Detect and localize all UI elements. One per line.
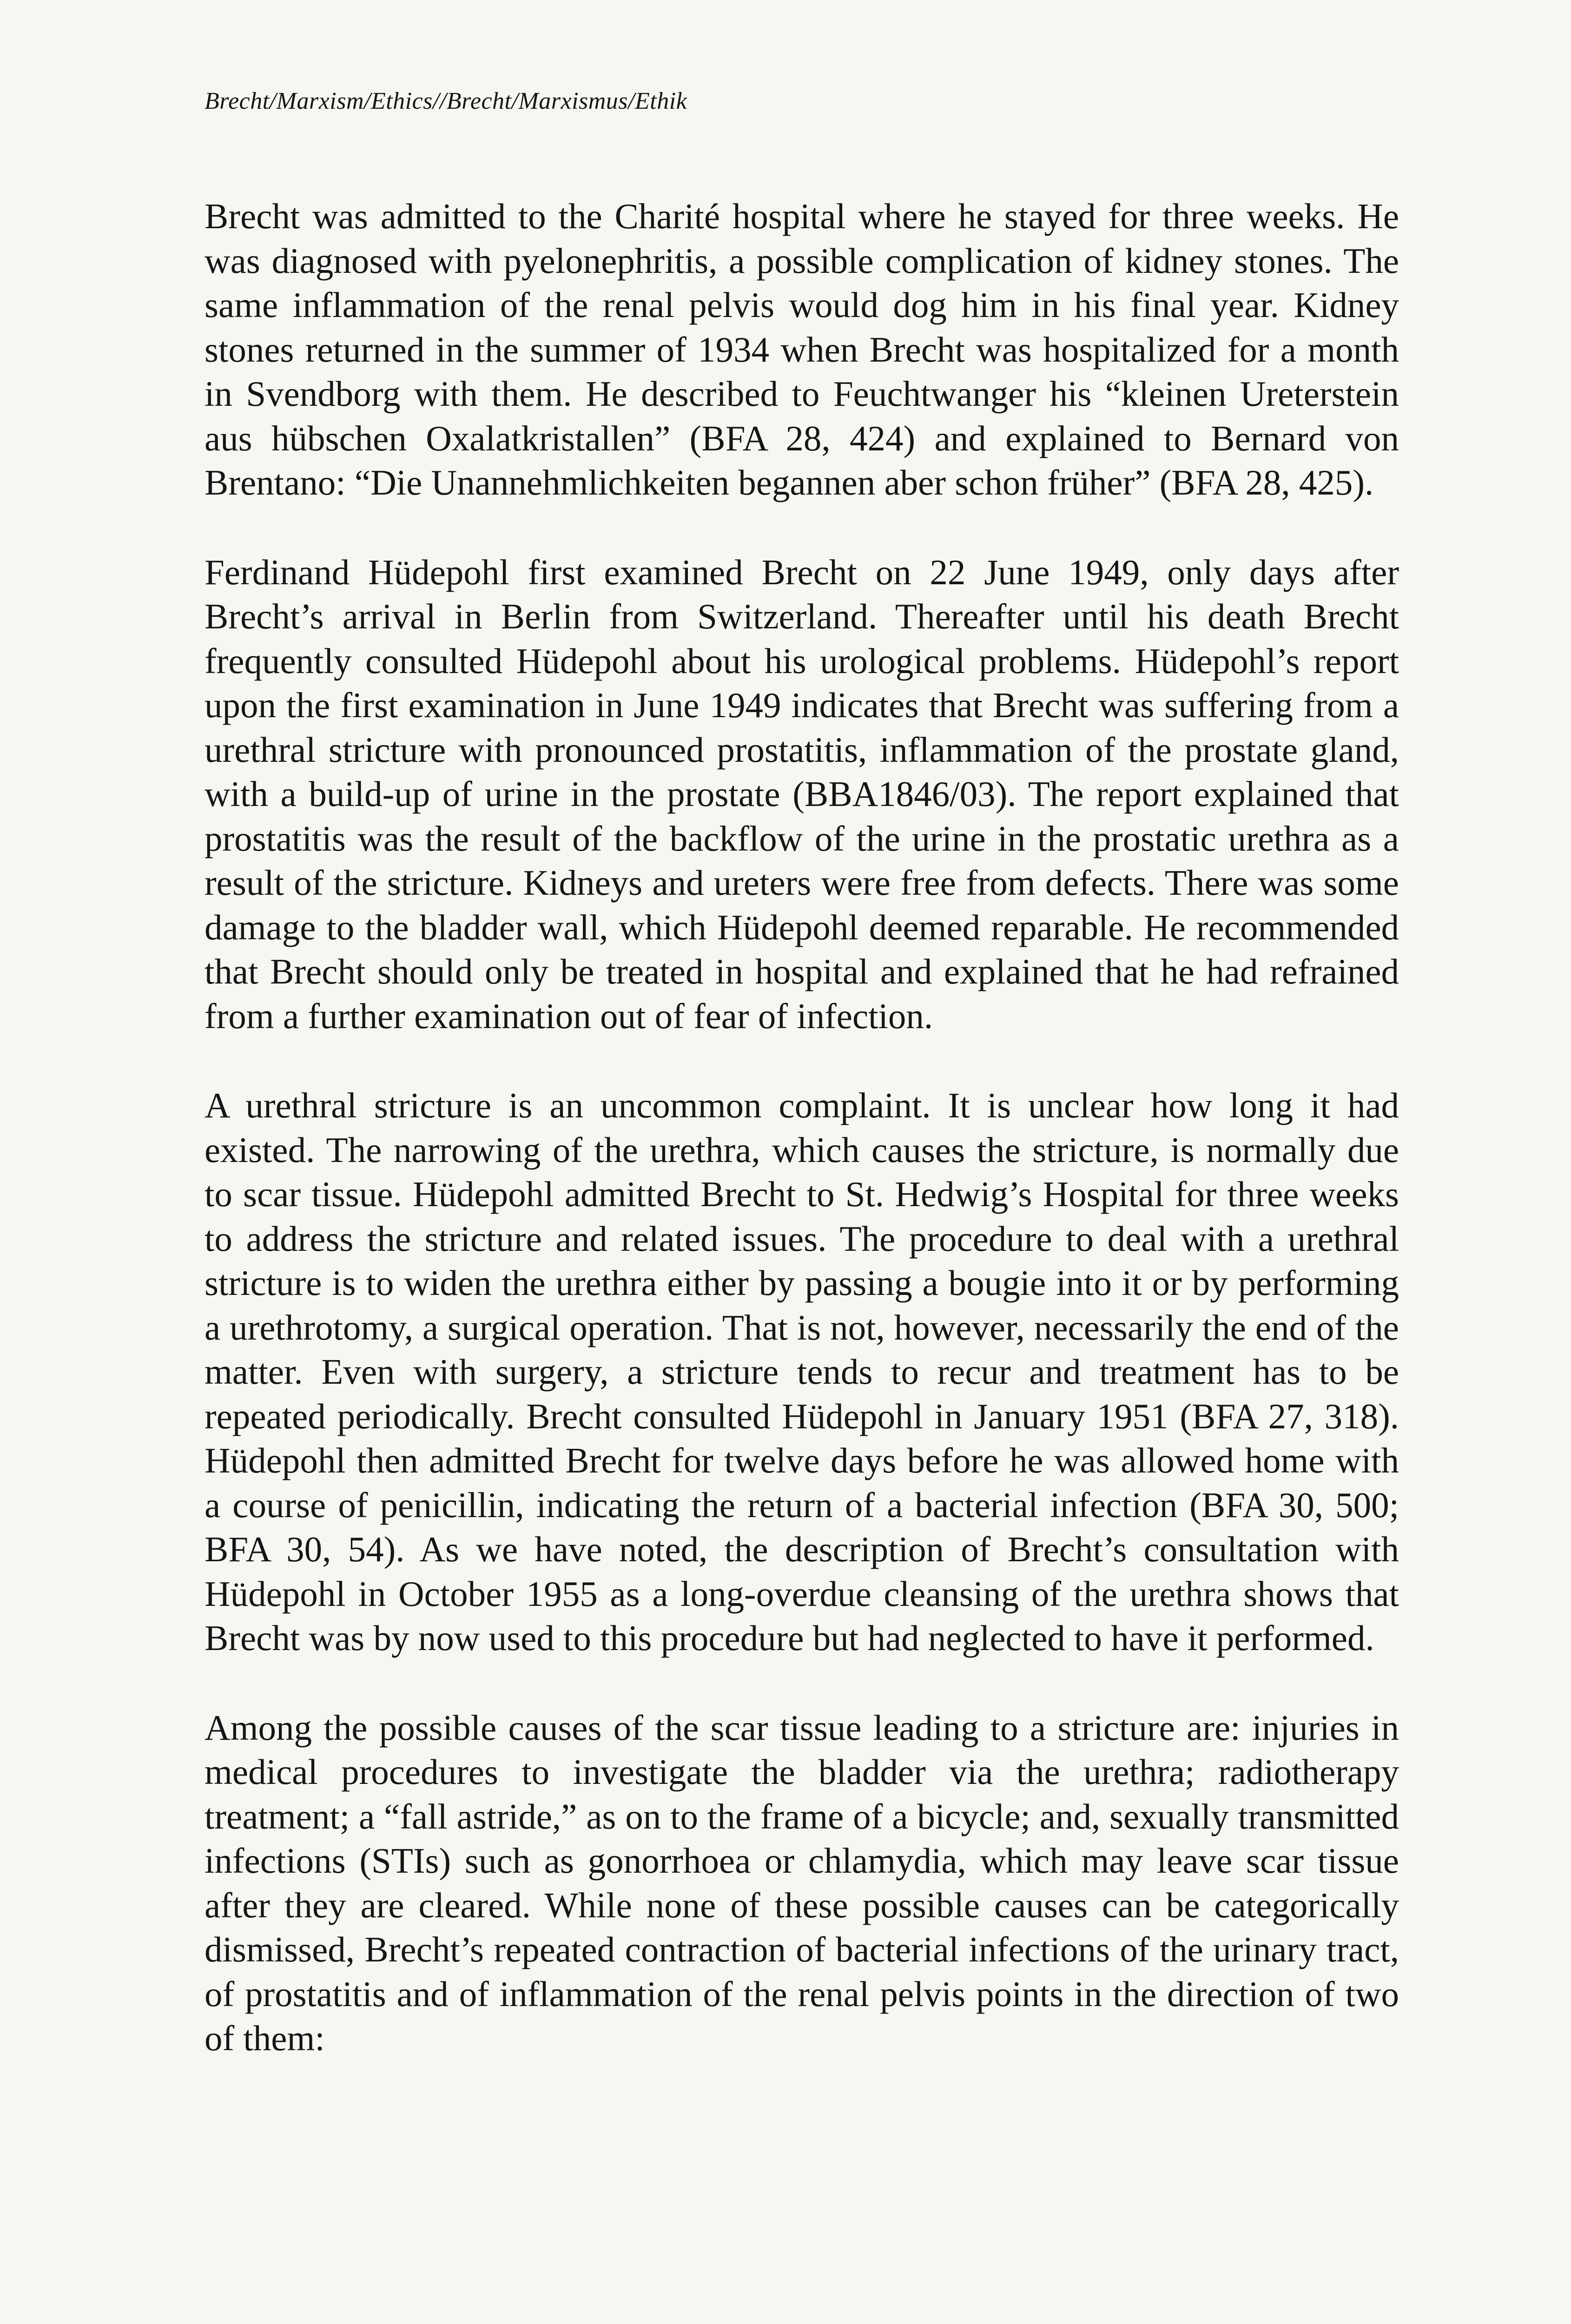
paragraph-charite-stay: Brecht was admitted to the Charité hospital where he stayed for three weeks. He was diagnosed with pyelonephritis, a possible complication of kidney stones. The same inflammation of the renal pelvis would dog him in his final year. Kidney stones returned in the summer of 1934 when Brecht was hospitalized for a month in Svendborg with them. He described to Feuchtwanger his “kleinen Ureterstein aus hübschen Oxalatkristallen” (BFA 28, 424) and explained to Bernard von Brentano: “Die Unannehmlichkeiten begannen aber schon früher” (BFA 28, 425). (205, 196, 1399, 502)
paragraph-hudepohl-examination: Ferdinand Hüdepohl first examined Brecht on 22 June 1949, only days after Brecht’s arrival in Berlin from Switzerland. Thereafter until his death Brecht frequently consulted Hüdepohl about his urological problems. Hüdepohl’s report upon the first examination in June 1949 indicates that Brecht was suffering from a urethral stricture with pronounced prostatitis, inflammation of the prostate gland, with a build-up of urine in the prostate (BBA1846/03). The report explained that prostatitis was the result of the backflow of the urine in the prostatic urethra as a result of the stricture. Kidneys and ureters were free from defects. There was some damage to the bladder wall, which Hüdepohl deemed reparable. He recommended that Brecht should only be treated in hospital and explained that he had refrained from a further examination out of fear of infection. (205, 552, 1399, 1036)
paragraph-possible-causes: Among the possible causes of the scar tissue leading to a stricture are: injuries in medical procedures to investigate the bladder via the urethra; radiotherapy treatment; a “fall astride,” as on to the frame of a bicycle; and, sexually transmitted infections (STIs) such as gonorrhoea or chlamydia, which may leave scar tissue after they are cleared. While none of these possible causes can be categorically dismissed, Brecht’s repeated contraction of bacterial infections of the urinary tract, of prostatitis and of inflammation of the renal pelvis points in the direction of two of them: (205, 1707, 1399, 2058)
running-head: Brecht/Marxism/Ethics//Brecht/Marxismus/Ethik (205, 88, 687, 114)
body-text (205, 194, 1399, 2106)
paragraph-urethral-stricture: A urethral stricture is an uncommon complaint. It is unclear how long it had existed. The narrowing of the urethra, which causes the stricture, is normally due to scar tissue. Hüdepohl admitted Brecht to St. Hedwig’s Hospital for three weeks to address the stricture and related issues. The procedure to deal with a urethral stricture is to widen the urethra either by passing a bougie into it or by performing a urethrotomy, a surgical operation. That is not, however, necessarily the end of the matter. Even with surgery, a stricture tends to recur and treatment has to be repeated periodically. Brecht consulted Hüdepohl in January 1951 (BFA 27, 318). Hüdepohl then admitted Brecht for twelve days before he was allowed home with a course of penicillin, indicating the return of a bacterial infection (BFA 30, 500; BFA 30, 54). As we have noted, the description of Brecht’s consultation with Hüdepohl in October 1955 as a long-overdue cleansing of the urethra shows that Brecht was by now used to this procedure but had neglected to have it performed. (205, 1085, 1399, 1658)
